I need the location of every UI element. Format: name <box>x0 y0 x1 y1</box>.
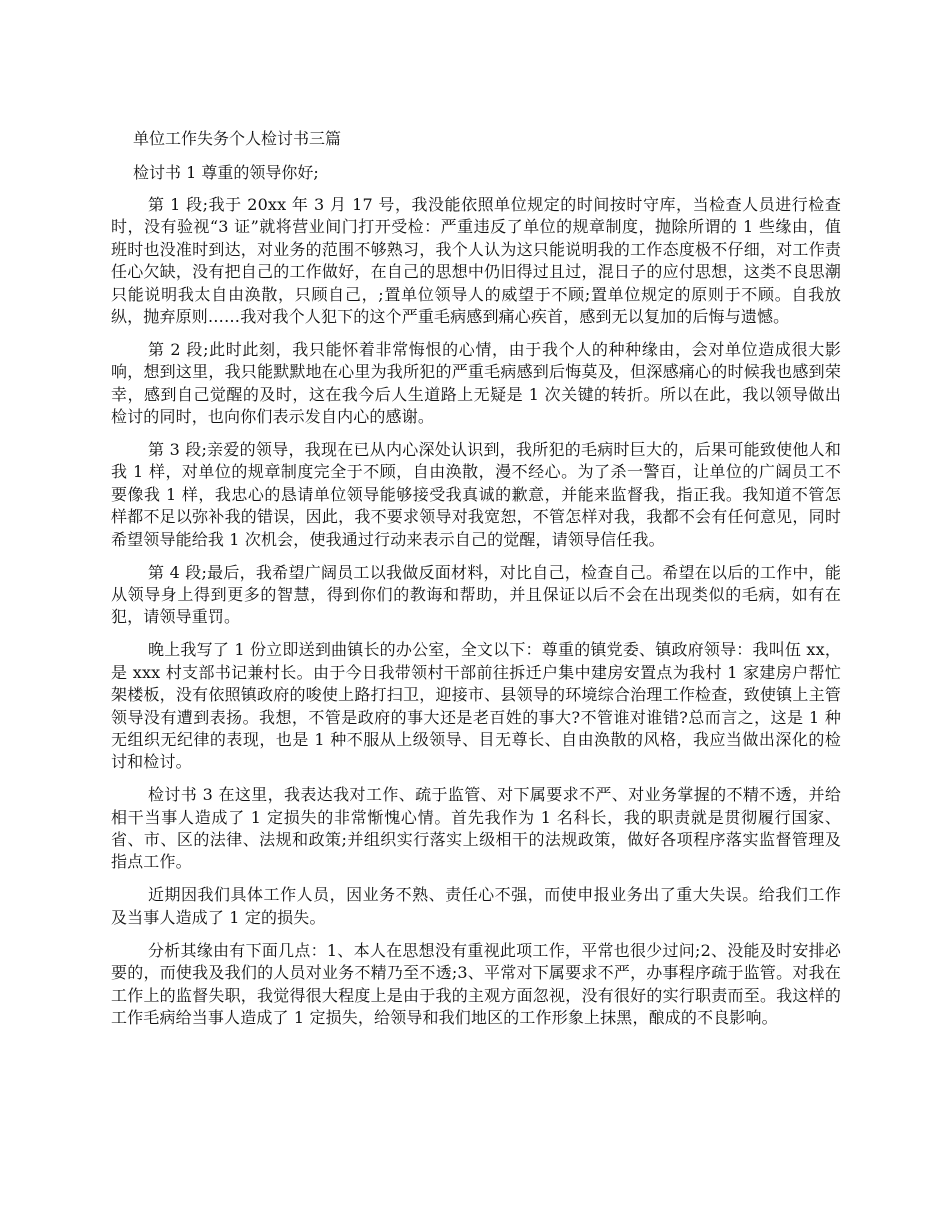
paragraph: 分析其缘由有下面几点：1、本人在思想没有重视此项工作，平常也很少过问;2、没能及时安排必要的，而使我及我们的人员对业务不精乃至不透;3、平常对下属要求不严，办事程序疏于监管。对我在工作上的监督失职，我觉得很大程度上是由于我的主观方面忽视，没有很好的实行职责而至。我这样的工作毛病给当事人造成了 1 定损失，给领导和我们地区的工作形象上抹黑，酿成的不良影响。 <box>111 940 841 1027</box>
paragraph: 第 3 段;亲爱的领导，我现在已从内心深处认识到，我所犯的毛病时巨大的，后果可能致使他人和我 1 样，对单位的规章制度完全于不顾，自由涣散，漫不经心。为了杀一警百，让单位的广阔员工不要像我 1 样，我忠心的恳请单位领导能够接受我真诚的歉意，并能来监督我，指正我。我知道不管怎样都不足以弥补我的错误，因此，我不要求领导对我宽恕，不管怎样对我，我都不会有任何意见，同时希望领导能给我 1 次机会，使我通过行动来表示自己的觉醒，请领导信任我。 <box>111 440 841 549</box>
document-page <box>111 128 841 1040</box>
document-title: 单位工作失务个人检讨书三篇 <box>133 129 342 148</box>
paragraph: 检讨书 3 在这里，我表达我对工作、疏于监管、对下属要求不严、对业务掌握的不精不透，并给相干当事人造成了 1 定损失的非常惭愧心情。首先我作为 1 名科长，我的职责就是贯彻履行国家、省、市、区的法律、法规和政策;并组织实行落实上级相干的法规政策，做好各项程序落实监督管理及指点工作。 <box>111 785 841 872</box>
paragraph: 近期因我们具体工作人员，因业务不熟、责任心不强，而使申报业务出了重大失误。给我们工作及当事人造成了 1 定的损失。 <box>111 885 841 927</box>
document-intro: 检讨书 1 尊重的领导你好; <box>133 163 319 182</box>
paragraph: 第 2 段;此时此刻，我只能怀着非常悔恨的心情，由于我个人的种种缘由，会对单位造成很大影响，想到这里，我只能默默地在心里为我所犯的严重毛病感到后悔莫及，但深感痛心的时候我也感到荣幸，感到自己觉醒的及时，这在我今后人生道路上无疑是 1 次关键的转折。所以在此，我以领导做出检讨的同时，也向你们表示发自内心的感谢。 <box>111 339 841 427</box>
paragraph: 第 1 段;我于 20xx 年 3 月 17 号，我没能依照单位规定的时间按时守库，当检查人员进行检查时，没有验视“3 证”就将营业间门打开受检：严重违反了单位的规章制度，抛除所谓的 1 些缘由，值班时也没准时到达，对业务的范围不够熟习，我个人认为这只能说明我的工作态度极不仔细，对工作责任心欠缺，没有把自己的工作做好，在自己的思想中仍旧得过且过，混日子的应付思想，这类不良思潮只能说明我太自由涣散，只顾自己，;置单位领导人的威望于不顾;置单位规定的原则于不顾。自我放纵，抛弃原则……我对我个人犯下的这个严重毛病感到痛心疾首，感到无以复加的后悔与遗憾。 <box>111 195 841 327</box>
paragraph: 晚上我写了 1 份立即送到曲镇长的办公室，全文以下：尊重的镇党委、镇政府领导：我叫伍 xx，是 xxx 村支部书记兼村长。由于今日我带领村干部前往拆迁户集中建房安置点为我村 1 家建房户帮忙架楼板，没有依照镇政府的唆使上路打扫卫，迎接市、县领导的环境综合治理工作检查，致使镇上主管领导没有遭到表扬。我想，不管是政府的事大还是老百姓的事大?不管谁对谁错?总而言之，这是 1 种无组织无纪律的表现，也是 1 种不服从上级领导、目无尊长、自由涣散的风格，我应当做出深化的检讨和检讨。 <box>111 640 841 772</box>
paragraph: 第 4 段;最后，我希望广阔员工以我做反面材料，对比自己，检查自己。希望在以后的工作中，能从领导身上得到更多的智慧，得到你们的教诲和帮助，并且保证以后不会在出现类似的毛病，如有在犯，请领导重罚。 <box>111 562 841 627</box>
